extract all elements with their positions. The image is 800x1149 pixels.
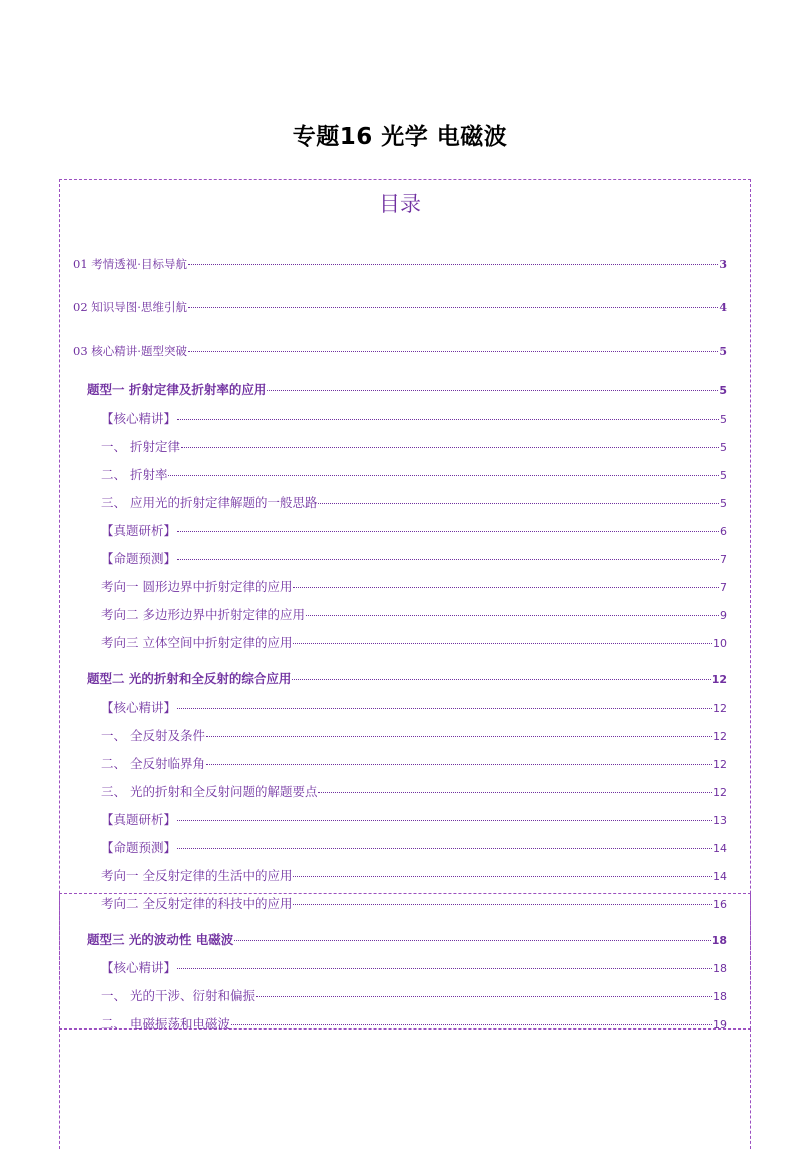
toc-entry-subtopic[interactable] xyxy=(101,409,727,427)
toc-dot-leader xyxy=(177,848,712,849)
toc-dot-leader xyxy=(188,351,718,352)
toc-entry-subtopic[interactable] xyxy=(101,465,727,483)
toc-entry-page: 13 xyxy=(713,814,727,827)
toc-entry-label: 02 知识导图·思维引航 xyxy=(73,300,187,314)
toc-entry-label: 【核心精讲】 xyxy=(101,411,177,426)
toc-entry-topic[interactable] xyxy=(87,669,727,687)
toc-entry-label: 二、 全反射临界角 xyxy=(101,756,205,771)
toc-entry-subtopic[interactable] xyxy=(101,986,727,1004)
toc-entry-section[interactable] xyxy=(73,256,727,272)
toc-entry-subtopic[interactable] xyxy=(101,577,727,595)
toc-dot-leader xyxy=(168,475,719,476)
toc-entry-section[interactable] xyxy=(73,299,727,315)
toc-dot-leader xyxy=(306,615,719,616)
document-title: 专题16 光学 电磁波 xyxy=(292,124,508,150)
toc-entry-page: 19 xyxy=(713,1018,727,1031)
toc-dot-leader xyxy=(206,736,712,737)
toc-dot-leader xyxy=(267,390,718,391)
toc-entry-label: 考向二 多边形边界中折射定律的应用 xyxy=(101,607,305,622)
toc-dot-leader xyxy=(177,419,719,420)
toc-entry-label: 题型二 光的折射和全反射的综合应用 xyxy=(87,671,292,686)
toc-entry-label: 一、 全反射及条件 xyxy=(101,728,205,743)
toc-entry-page: 14 xyxy=(713,870,727,883)
toc-entry-page: 4 xyxy=(719,301,727,314)
toc-heading: 目录 xyxy=(379,192,421,216)
toc-entry-page: 12 xyxy=(713,702,727,715)
toc-entry-subtopic[interactable] xyxy=(101,521,727,539)
toc-entry-subtopic[interactable] xyxy=(101,958,727,976)
toc-entry-label: 一、 光的干涉、衍射和偏振 xyxy=(101,988,255,1003)
toc-entry-page: 6 xyxy=(720,525,727,538)
toc-entry-subtopic[interactable] xyxy=(101,549,727,567)
toc-dot-leader xyxy=(293,904,712,905)
toc-entry-subtopic[interactable] xyxy=(101,1014,727,1032)
toc-entry-page: 12 xyxy=(713,786,727,799)
toc-dot-leader xyxy=(318,792,712,793)
toc-entry-label: 一、 折射定律 xyxy=(101,439,180,454)
toc-entry-page: 10 xyxy=(713,637,727,650)
toc-entry-page: 14 xyxy=(713,842,727,855)
toc-entry-label: 01 考情透视·目标导航 xyxy=(73,257,187,271)
toc-entry-subtopic[interactable] xyxy=(101,782,727,800)
toc-entry-page: 7 xyxy=(720,581,727,594)
toc-dot-leader xyxy=(293,643,712,644)
toc-entry-subtopic[interactable] xyxy=(101,726,727,744)
toc-entry-page: 9 xyxy=(720,609,727,622)
toc-dot-leader xyxy=(177,708,712,709)
toc-entry-page: 3 xyxy=(719,258,727,271)
toc-entry-page: 12 xyxy=(711,673,727,686)
toc-entry-label: 考向一 全反射定律的生活中的应用 xyxy=(101,868,293,883)
toc-dot-leader xyxy=(293,587,719,588)
toc-entry-topic[interactable] xyxy=(87,380,727,398)
toc-dot-leader xyxy=(177,820,712,821)
toc-entry-subtopic[interactable] xyxy=(101,698,727,716)
toc-entry-label: 【命题预测】 xyxy=(101,840,177,855)
toc-entry-label: 【核心精讲】 xyxy=(101,700,177,715)
toc-entry-page: 5 xyxy=(720,497,727,510)
toc-entry-page: 7 xyxy=(720,553,727,566)
toc-dot-leader xyxy=(234,940,710,941)
toc-entry-label: 三、 应用光的折射定律解题的一般思路 xyxy=(101,495,318,510)
toc-entry-page: 18 xyxy=(711,934,727,947)
toc-entry-section[interactable] xyxy=(73,343,727,359)
toc-dot-leader xyxy=(206,764,712,765)
toc-dot-leader xyxy=(292,679,710,680)
toc-entry-page: 5 xyxy=(720,441,727,454)
toc-entry-page: 18 xyxy=(713,962,727,975)
toc-dot-leader xyxy=(181,447,719,448)
toc-entry-page: 12 xyxy=(713,758,727,771)
toc-entry-subtopic[interactable] xyxy=(101,866,727,884)
toc-entry-label: 考向三 立体空间中折射定律的应用 xyxy=(101,635,293,650)
toc-entry-page: 5 xyxy=(720,469,727,482)
toc-dot-leader xyxy=(231,1024,712,1025)
toc-entry-subtopic[interactable] xyxy=(101,493,727,511)
toc-dot-leader xyxy=(188,264,718,265)
toc-entry-page: 12 xyxy=(713,730,727,743)
toc-entry-label: 【真题研析】 xyxy=(101,523,177,538)
toc-dot-leader xyxy=(318,503,719,504)
toc-entry-topic[interactable] xyxy=(87,930,727,948)
toc-dot-leader xyxy=(293,876,712,877)
toc-entry-page: 5 xyxy=(719,384,727,397)
toc-entry-subtopic[interactable] xyxy=(101,437,727,455)
toc-dot-leader xyxy=(177,968,712,969)
toc-entry-label: 二、 电磁振荡和电磁波 xyxy=(101,1016,230,1031)
toc-entry-subtopic[interactable] xyxy=(101,810,727,828)
toc-entry-subtopic[interactable] xyxy=(101,838,727,856)
toc-entry-subtopic[interactable] xyxy=(101,894,727,912)
toc-entry-label: 【核心精讲】 xyxy=(101,960,177,975)
toc-entry-label: 03 核心精讲·题型突破 xyxy=(73,344,187,358)
toc-entry-subtopic[interactable] xyxy=(101,754,727,772)
toc-entry-page: 5 xyxy=(720,413,727,426)
toc-entry-label: 题型一 折射定律及折射率的应用 xyxy=(87,382,267,397)
toc-dot-leader xyxy=(188,307,718,308)
toc-entry-subtopic[interactable] xyxy=(101,633,727,651)
toc-entry-label: 三、 光的折射和全反射问题的解题要点 xyxy=(101,784,318,799)
toc-entry-page: 5 xyxy=(719,345,727,358)
toc-dot-leader xyxy=(256,996,712,997)
toc-entry-label: 考向一 圆形边界中折射定律的应用 xyxy=(101,579,293,594)
toc-dot-leader xyxy=(177,531,719,532)
toc-entry-subtopic[interactable] xyxy=(101,605,727,623)
toc-entry-label: 二、 折射率 xyxy=(101,467,168,482)
toc-entry-label: 【命题预测】 xyxy=(101,551,177,566)
toc-entry-page: 18 xyxy=(713,990,727,1003)
toc-entry-label: 题型三 光的波动性 电磁波 xyxy=(87,932,234,947)
toc-entry-label: 【真题研析】 xyxy=(101,812,177,827)
toc-entry-page: 16 xyxy=(713,898,727,911)
toc-entry-label: 考向二 全反射定律的科技中的应用 xyxy=(101,896,293,911)
next-page-frame xyxy=(59,1029,751,1149)
toc-dot-leader xyxy=(177,559,719,560)
